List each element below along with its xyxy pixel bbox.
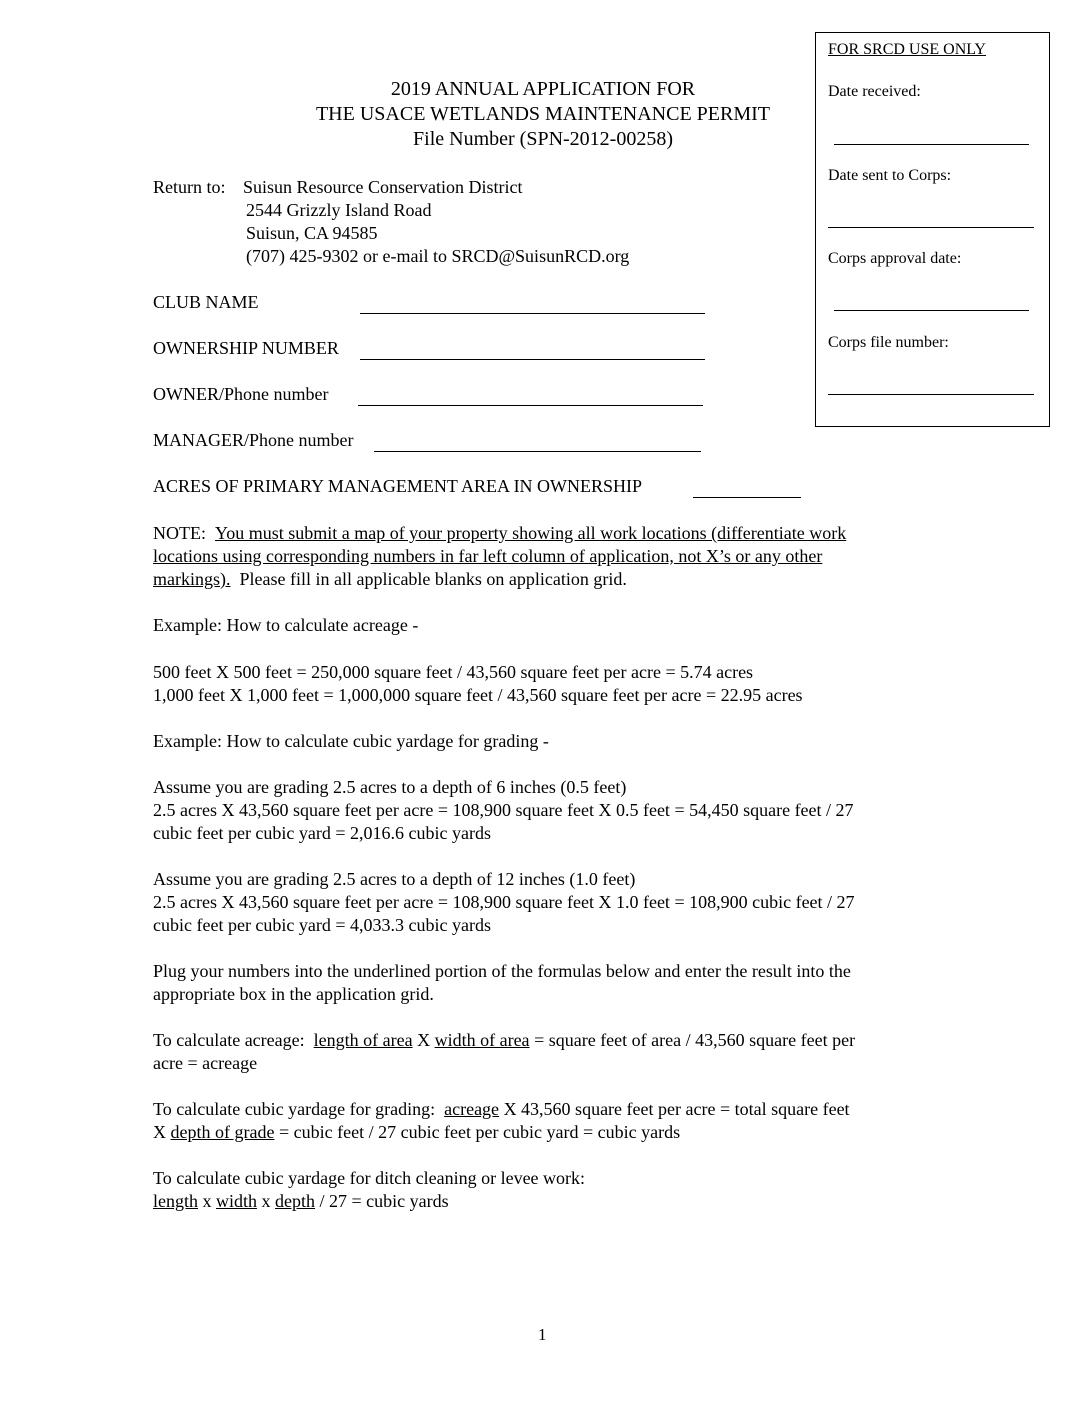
srcd-use-only-box xyxy=(815,32,1050,427)
plug-line-1: Plug your numbers into the underlined portion of the formulas below and enter the result into the xyxy=(153,961,851,981)
ditch-formula-line: length x width x depth / 27 = cubic yards xyxy=(153,1191,449,1211)
acres-field[interactable] xyxy=(693,497,801,498)
owner-phone-field[interactable] xyxy=(358,405,703,406)
return-to-city: Suisun, CA 94585 xyxy=(246,223,378,243)
grading-formula-line-1: To calculate cubic yardage for grading: acreage X 43,560 square feet per acre = total square feet xyxy=(153,1099,850,1119)
manager-phone-field[interactable] xyxy=(374,451,701,452)
ditch-formula-heading: To calculate cubic yardage for ditch cleaning or levee work: xyxy=(153,1168,586,1188)
acreage-formula-line-1: To calculate acreage: length of area X width of area = square feet of area / 43,560 square feet per xyxy=(153,1030,856,1050)
club-name-label: CLUB NAME xyxy=(153,292,259,312)
ownership-number-field[interactable] xyxy=(360,359,705,360)
acreage-formula-line-2: acre = acreage xyxy=(153,1053,258,1073)
date-sent-line[interactable] xyxy=(828,227,1034,228)
note-line-3: markings). Please fill in all applicable blanks on application grid. xyxy=(153,569,627,589)
acreage-example-line-2: 1,000 feet X 1,000 feet = 1,000,000 square feet / 43,560 square feet per acre = 22.95 acres xyxy=(153,685,803,705)
approval-date-line[interactable] xyxy=(834,310,1029,311)
return-to-contact: (707) 425-9302 or e-mail to SRCD@SuisunRCD.org xyxy=(246,246,630,266)
srcd-box-heading: FOR SRCD USE ONLY xyxy=(828,41,986,58)
acreage-example-heading: Example: How to calculate acreage - xyxy=(153,615,419,635)
corps-file-number-line[interactable] xyxy=(828,394,1034,395)
return-to-org: Suisun Resource Conservation District xyxy=(243,177,523,197)
acreage-example-line-1: 500 feet X 500 feet = 250,000 square feet / 43,560 square feet per acre = 5.74 acres xyxy=(153,662,754,682)
return-to-label: Return to: xyxy=(153,177,226,197)
date-received-line[interactable] xyxy=(834,144,1029,145)
ownership-number-label: OWNERSHIP NUMBER xyxy=(153,338,339,358)
grading-example-b-line-1: Assume you are grading 2.5 acres to a depth of 12 inches (1.0 feet) xyxy=(153,869,636,889)
club-name-field[interactable] xyxy=(360,313,705,314)
acres-label: ACRES OF PRIMARY MANAGEMENT AREA IN OWNERSHIP xyxy=(153,476,643,496)
plug-line-2: appropriate box in the application grid. xyxy=(153,984,434,1004)
grading-formula-line-2: X depth of grade = cubic feet / 27 cubic feet per cubic yard = cubic yards xyxy=(153,1122,681,1142)
manager-phone-label: MANAGER/Phone number xyxy=(153,430,354,450)
return-to-street: 2544 Grizzly Island Road xyxy=(246,200,432,220)
note-line-2: locations using corresponding numbers in far left column of application, not X’s or any other xyxy=(153,546,823,566)
date-sent-label: Date sent to Corps: xyxy=(828,167,952,184)
grading-example-a-line-3: cubic feet per cubic yard = 2,016.6 cubic yards xyxy=(153,823,492,843)
note-line-1: NOTE: You must submit a map of your property showing all work locations (differentiate work xyxy=(153,523,847,543)
date-received-label: Date received: xyxy=(828,83,921,100)
grading-example-a-line-1: Assume you are grading 2.5 acres to a depth of 6 inches (0.5 feet) xyxy=(153,777,627,797)
approval-date-label: Corps approval date: xyxy=(828,250,962,267)
grading-example-a-line-2: 2.5 acres X 43,560 square feet per acre = 108,900 square feet X 0.5 feet = 54,450 square feet / 27 xyxy=(153,800,854,820)
grading-example-b-line-3: cubic feet per cubic yard = 4,033.3 cubic yards xyxy=(153,915,492,935)
owner-phone-label: OWNER/Phone number xyxy=(153,384,329,404)
corps-file-number-label: Corps file number: xyxy=(828,334,949,351)
grading-example-heading: Example: How to calculate cubic yardage for grading - xyxy=(153,731,549,751)
page-number: 1 xyxy=(538,1325,547,1344)
grading-example-b-line-2: 2.5 acres X 43,560 square feet per acre = 108,900 square feet X 1.0 feet = 108,900 cubic feet / 27 xyxy=(153,892,855,912)
